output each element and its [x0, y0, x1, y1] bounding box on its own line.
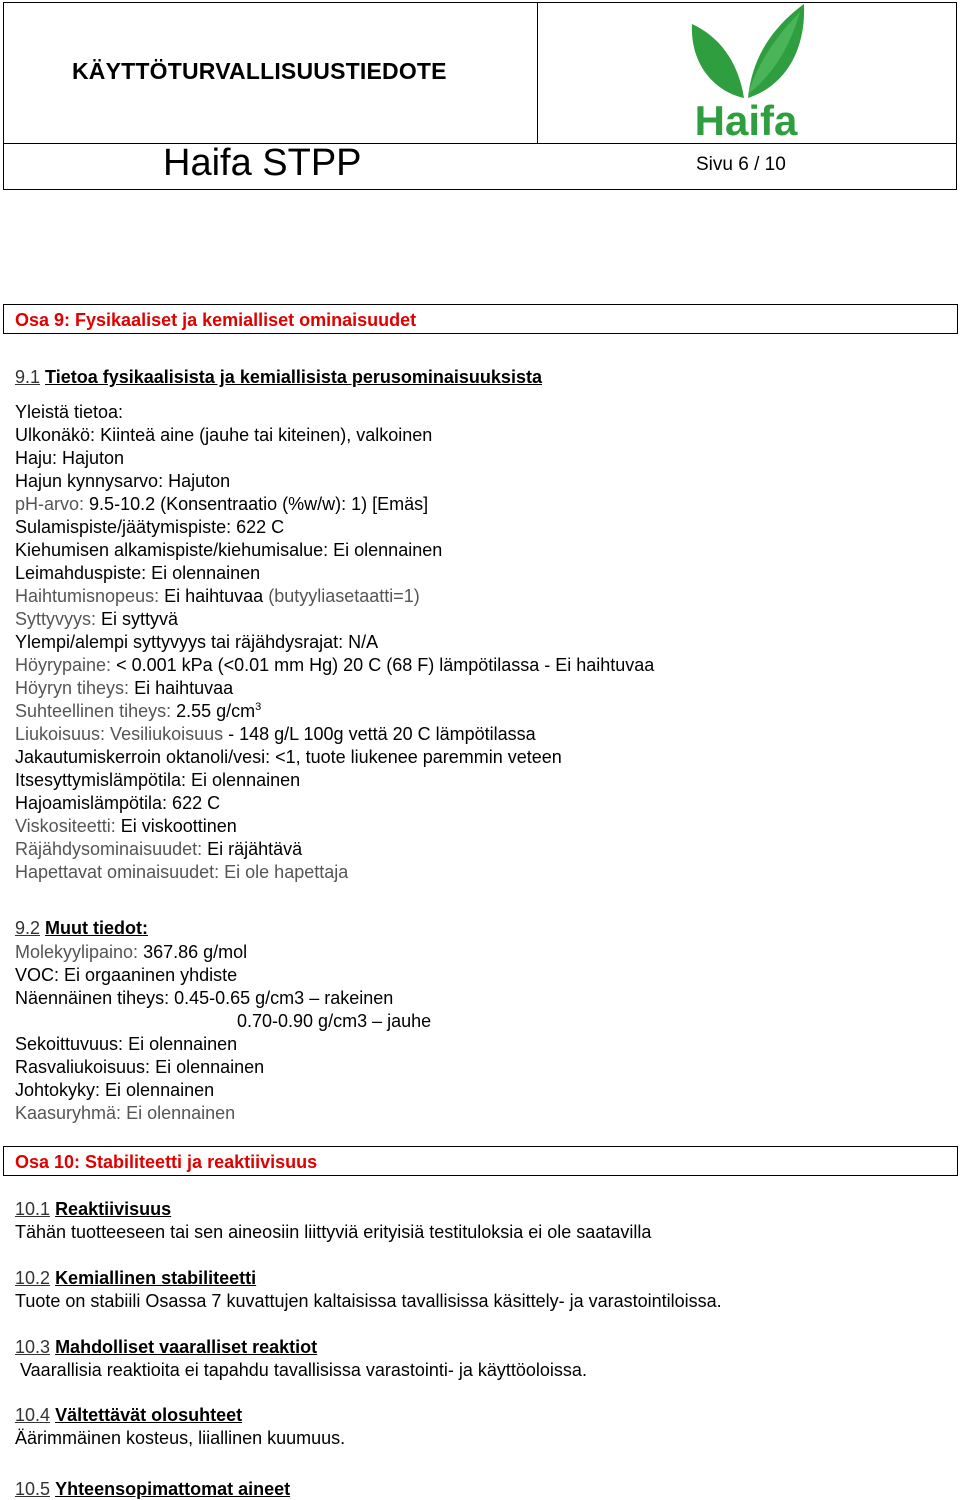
subsection-title: Muut tiedot: — [45, 918, 149, 938]
section-10-header — [3, 1146, 958, 1176]
info-bulk-density: Näennäinen tiheys: 0.45-0.65 g/cm3 – rakeinen — [15, 988, 394, 1008]
prop-melting-point: Sulamispiste/jäätymispiste: 622 C — [15, 517, 285, 537]
prop-odor: Haju: Hajuton — [15, 448, 125, 468]
subsection-10-3-heading: 10.3 Mahdolliset vaaralliset reaktiot — [15, 1337, 318, 1357]
subsection-title: Tietoa fysikaalisista ja kemiallisista perusominaisuuksista — [45, 367, 542, 387]
info-miscibility: Sekoittuvuus: Ei olennainen — [15, 1034, 238, 1054]
prop-decomposition: Hajoamislämpötila: 622 C — [15, 793, 221, 813]
subsection-number: 9.2 — [15, 918, 41, 938]
prop-vapour-pressure: Höyrypaine: < 0.001 kPa (<0.01 mm Hg) 20 C (68 F) lämpötilassa - Ei haihtuvaa — [15, 655, 655, 675]
prop-evaporation-rate: Haihtumisnopeus: Ei haihtuvaa (butyyliasetaatti=1) — [15, 586, 420, 606]
header-divider-horizontal — [4, 143, 956, 144]
info-gas-group: Kaasuryhmä: Ei olennainen — [15, 1103, 236, 1123]
subsection-10-2-text: Tuote on stabiili Osassa 7 kuvattujen kaltaisissa tavallisissa käsittely- ja varastointiloissa. — [15, 1291, 722, 1311]
general-info-label: Yleistä tietoa: — [15, 402, 124, 422]
subsection-10-3-text: Vaarallisia reaktioita ei tapahdu tavallisissa varastointi- ja käyttöoloissa. — [20, 1360, 587, 1380]
product-name: Haifa STPP — [163, 142, 362, 184]
prop-relative-density: Suhteellinen tiheys: 2.55 $g/cm^3$ — [15, 701, 262, 721]
info-bulk-density-powder: 0.70-0.90 g/cm3 – jauhe — [237, 1011, 432, 1031]
prop-boiling-point: Kiehumisen alkamispiste/kiehumisalue: Ei olennainen — [15, 540, 443, 560]
section-9-title: Osa 9: Fysikaaliset ja kemialliset ominaisuudet — [15, 310, 417, 330]
prop-partition-coefficient: Jakautumiskerroin oktanoli/vesi: <1, tuote liukenee paremmin veteen — [15, 747, 562, 767]
subsection-number: 9.1 — [15, 367, 41, 387]
prop-flammability: Syttyvyys: Ei syttyvä — [15, 609, 179, 629]
haifa-logo — [686, 2, 806, 138]
prop-vapour-density: Höyryn tiheys: Ei haihtuvaa — [15, 678, 234, 698]
header-divider-vertical — [537, 3, 538, 143]
subsection-9-2-heading — [15, 917, 148, 939]
prop-viscosity: Viskositeetti: Ei viskoottinen — [15, 816, 237, 836]
prop-appearance: Ulkonäkö: Kiinteä aine (jauhe tai kiteinen), valkoinen — [15, 425, 433, 445]
document-header — [3, 2, 957, 190]
subsection-10-5-heading: 10.5 Yhteensopimattomat aineet — [15, 1479, 291, 1499]
prop-explosive-limits: Ylempi/alempi syttyvyys tai räjähdysrajat: N/A — [15, 632, 379, 652]
logo-wordmark: Haifa — [694, 97, 798, 138]
subsection-9-1-heading — [15, 366, 542, 388]
prop-explosive-properties: Räjähdysominaisuudet: Ei räjähtävä — [15, 839, 303, 859]
section-9-header — [3, 304, 958, 334]
document-title: KÄYTTÖTURVALLISUUSTIEDOTE — [72, 58, 447, 84]
subsection-10-1-text: Tähän tuotteeseen tai sen aineosiin liittyviä erityisiä testituloksia ei ole saatavilla — [15, 1222, 652, 1242]
prop-autoignition: Itsesyttymislämpötila: Ei olennainen — [15, 770, 301, 790]
section-10-title: Osa 10: Stabiliteetti ja reaktiivisuus — [15, 1152, 318, 1172]
subsection-10-1-heading: 10.1 Reaktiivisuus — [15, 1199, 172, 1219]
subsection-10-4-heading: 10.4 Vältettävät olosuhteet — [15, 1405, 243, 1425]
prop-solubility: Liukoisuus: Vesiliukoisuus - 148 g/L 100g vettä 20 C lämpötilassa — [15, 724, 536, 744]
page-number: Sivu 6 / 10 — [696, 154, 786, 175]
info-voc: VOC: Ei orgaaninen yhdiste — [15, 965, 238, 985]
prop-odor-threshold: Hajun kynnysarvo: Hajuton — [15, 471, 231, 491]
info-conductivity: Johtokyky: Ei olennainen — [15, 1080, 215, 1100]
logo-leaf-left-icon — [692, 24, 744, 98]
prop-oxidising-properties: Hapettavat ominaisuudet: Ei ole hapettaja — [15, 862, 349, 882]
prop-flash-point: Leimahduspiste: Ei olennainen — [15, 563, 261, 583]
subsection-10-4-text: Äärimmäinen kosteus, liiallinen kuumuus. — [15, 1428, 346, 1448]
info-fat-solubility: Rasvaliukoisuus: Ei olennainen — [15, 1057, 265, 1077]
info-molecular-weight: Molekyylipaino: 367.86 g/mol — [15, 942, 248, 962]
subsection-10-2-heading: 10.2 Kemiallinen stabiliteetti — [15, 1268, 257, 1288]
prop-ph: pH-arvo: 9.5-10.2 (Konsentraatio (%w/w): 1) [Emäs] — [15, 494, 429, 514]
